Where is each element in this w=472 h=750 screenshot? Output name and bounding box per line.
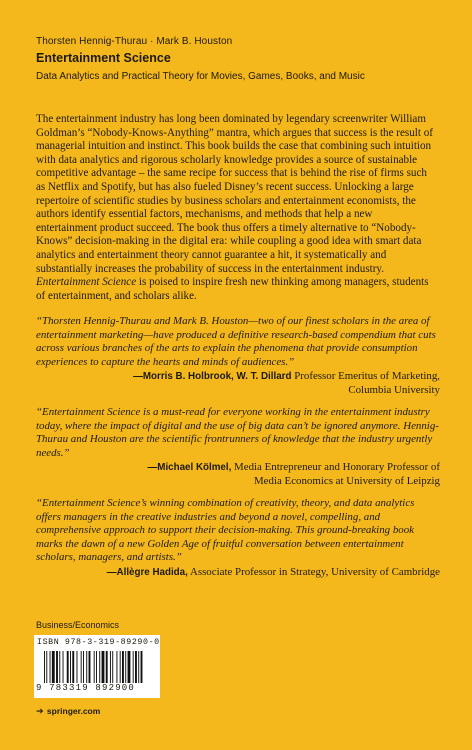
- book-subtitle: Data Analytics and Practical Theory for Movies, Games, Books, and Music: [36, 71, 365, 82]
- quote-text: “Entertainment Science is a must-read for everyone working in the entertainment industry today, where the impact of digital and the use of big data can’t be ignored anymore. Hennig-Thurau and Houston are the scientific frontrunners of knowledge that the industry urgently needs.”: [36, 406, 439, 459]
- description-closing-title: Entertainment Science: [36, 276, 137, 289]
- description-closing: is poised to inspire fresh new thinking among managers, students of entertainment, and scholars alike.: [36, 276, 429, 302]
- quote-attribution: [36, 370, 440, 384]
- barcode-bars: [44, 651, 156, 683]
- isbn-number: ISBN 978-3-319-89290-0: [37, 638, 160, 647]
- quote-author-role: Associate Professor in Strategy, University of Cambridge: [187, 565, 440, 578]
- quote-author: —Morris B. Holbrook, W. T. Dillard: [133, 371, 292, 383]
- book-description: [36, 113, 436, 303]
- quote-author-affiliation: Columbia University: [348, 383, 440, 396]
- endorsement-quote: [36, 406, 440, 489]
- barcode-digits: 9 783319 892900: [36, 683, 136, 693]
- isbn-barcode: [34, 635, 160, 698]
- endorsement-quote: [36, 497, 440, 580]
- quote-attribution: [36, 566, 440, 580]
- description-main: The entertainment industry has long been dominated by legendary screenwriter William Goldman’s “Nobody-Knows-Anything” mantra, which argues that success is the result of managerial intuition and instinct. This book builds the case that combining such intuition with data analytics and rigorous scholarly knowledge provides a source of sustainable competitive advantage – the same recipe for success that is behind the rise of firms such as Netflix and Spotify, but has also fueled Disney’s recent success. Unlocking a large repertoire of scientific studies by business scholars and entertainment economists, the authors identify essential factors, mechanisms, and methods that help a new entertainment product succeed. The book thus offers a timely alternative to “Nobody-Knows” decision-making in the digital era: while coupling a good idea with smart data analytics and entertainment theory cannot guarantee a hit, it systematically and substantially increases the probability of success in the entertainment industry.: [36, 113, 433, 275]
- quote-author: —Michael Kölmel,: [147, 462, 232, 474]
- quote-attribution: [36, 461, 440, 475]
- arrow-right-icon: ➔: [36, 706, 44, 716]
- publisher-link[interactable]: [36, 706, 100, 717]
- book-title: Entertainment Science: [36, 51, 171, 65]
- publisher-url: springer.com: [46, 706, 101, 716]
- quote-author-role: Media Entrepreneur and Honorary Professor of: [231, 461, 440, 474]
- endorsement-quote: [36, 315, 440, 398]
- quote-text: “Thorsten Hennig-Thurau and Mark B. Houston—two of our finest scholars in the area of entertainment marketing—have produced a definitive research-based compendium that cuts across various branches of the arts to explain the phenomena that provide consumption experiences to capture the hearts and minds of audiences.”: [36, 315, 436, 368]
- quote-text: “Entertainment Science’s winning combination of creativity, theory, and data analytics offers managers in the creative industries and beyond a novel, compelling, and comprehensive approach to support their decision-making. This ground-breaking book marks the dawn of a new Golden Age of fruitful conversation between entertainment scholars, managers, and artists.”: [36, 497, 415, 564]
- quote-author: —Allègre Hadida,: [106, 566, 188, 578]
- book-category: Business/Economics: [36, 620, 120, 630]
- quote-author-affiliation: Media Economics at University of Leipzig: [254, 474, 440, 487]
- quote-author-role: Professor Emeritus of Marketing,: [291, 370, 440, 383]
- author-names: Thorsten Hennig-Thurau · Mark B. Houston: [36, 36, 233, 47]
